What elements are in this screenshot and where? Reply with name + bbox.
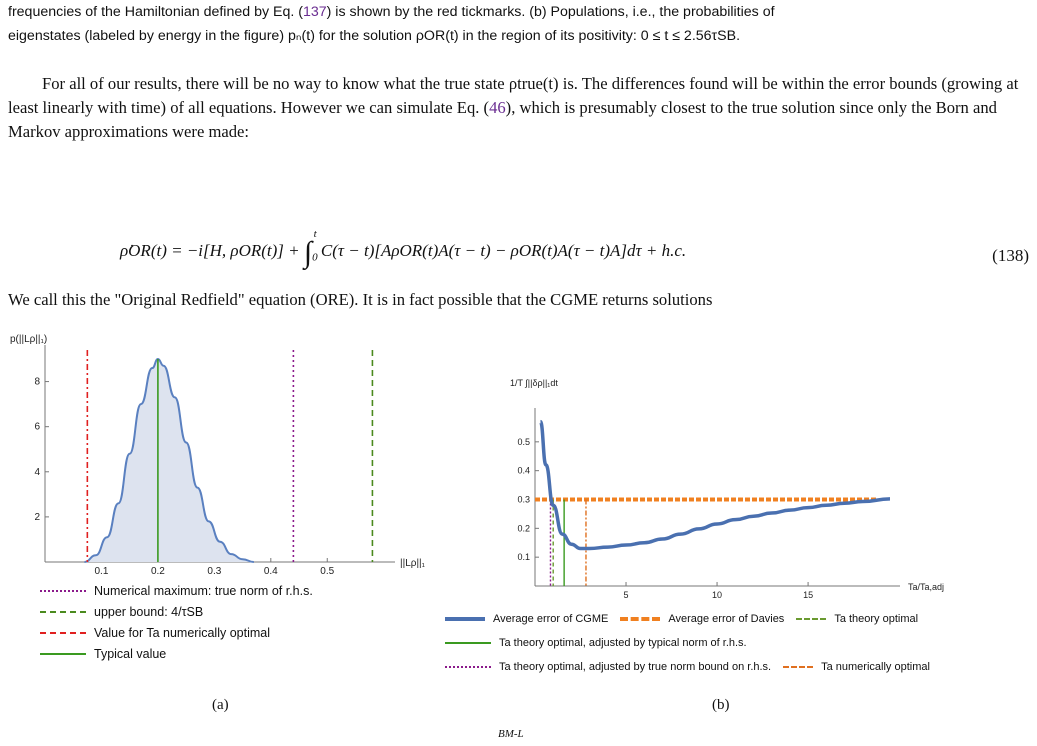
legend-swatch (40, 632, 86, 634)
legend-swatch (620, 617, 660, 621)
legend-a-item (40, 622, 313, 643)
equation-lhs: ρ̇OR(t) = −i[H, ρOR(t)] + (120, 241, 304, 260)
paragraph-2: We call this the "Original Redfield" equation (ORE). It is in fact possible that the CGME returns solutions (8, 290, 713, 309)
y-tick-label: 0.4 (517, 465, 530, 476)
integral-sign: ∫ (303, 236, 313, 269)
integral-upper: t (313, 228, 317, 241)
legend-a (40, 580, 313, 664)
legend-label: Numerical maximum: true norm of r.h.s. (94, 583, 313, 598)
legend-swatch (783, 666, 813, 668)
legend-a-item (40, 643, 313, 664)
eq-ref-link[interactable]: 137 (302, 4, 327, 20)
figure-a-label: (a) (212, 697, 229, 713)
x-tick-label: 0.2 (150, 566, 165, 577)
legend-swatch (40, 653, 86, 655)
chart-a (0, 330, 426, 580)
paragraph-text: ), which is presumably closest to the true solution since only the Born and Markov approximations were made: (8, 98, 997, 141)
caption-text: frequencies of the Hamiltonian defined by Eq. ( (8, 4, 303, 20)
series-line-cgme (540, 422, 890, 549)
legend-b-row (445, 607, 930, 631)
equation-number: (138) (992, 246, 1029, 265)
legend-a-item (40, 580, 313, 601)
y-tick-label: 0.3 (517, 494, 530, 505)
legend-label: Ta theory optimal, adjusted by typical norm of r.h.s. (499, 637, 747, 649)
legend-b-row (445, 631, 930, 655)
caption-line-1 (8, 0, 1030, 24)
equation-138 (0, 226, 1037, 286)
x-tick-label: 0.1 (94, 566, 109, 577)
y-tick-label: 2 (34, 511, 40, 523)
legend-label: Average error of Davies (668, 613, 785, 625)
figure-caption (8, 0, 1030, 48)
y-tick-label: 8 (34, 376, 40, 388)
legend-swatch (445, 617, 485, 621)
x-axis-label: Ta/Ta,adj (908, 582, 945, 592)
legend-swatch (40, 590, 86, 592)
legend-b-row (445, 655, 930, 679)
x-tick-label: 0.4 (263, 566, 278, 577)
legend-b (445, 607, 930, 679)
equation-body (120, 228, 687, 270)
paragraph-text: For all of our results, there will be no way to know what the true state ρtrue(t) is. The differences found will be within the error bounds (growing at least linearly with time) of all equations. However we can simulate Eq. ( (8, 74, 1019, 117)
x-tick-label: 10 (712, 590, 723, 600)
equation-rhs: C(τ − t)[AρOR(t)A(τ − t) − ρOR(t)A(τ − t)A]dτ + h.c. (320, 241, 687, 260)
y-tick-label: 0.5 (517, 436, 530, 447)
legend-swatch (40, 611, 86, 613)
chart-b (470, 358, 1030, 608)
legend-a-item (40, 601, 313, 622)
y-tick-label: 0.2 (517, 523, 530, 534)
legend-label: Ta theory optimal, adjusted by true norm bound on r.h.s. (499, 661, 772, 673)
legend-swatch (796, 618, 826, 620)
x-axis-label: ||Lρ||₁ (400, 558, 426, 569)
figure-b-label: (b) (712, 697, 730, 713)
legend-label: Average error of CGME (493, 613, 609, 625)
eq-ref-link[interactable]: 46 (489, 98, 506, 117)
footer-fragment: BM-L (498, 728, 524, 740)
y-axis-label: 1/T ∫||δρ||₁dt (510, 378, 558, 388)
x-tick-label: 0.3 (207, 566, 222, 577)
legend-label: Ta numerically optimal (821, 661, 930, 673)
y-tick-label: 4 (34, 466, 40, 478)
paragraph-1 (8, 72, 1030, 144)
legend-label: upper bound: 4/τSB (94, 604, 204, 619)
y-axis-label: p(||Lρ||₁) (10, 334, 48, 345)
legend-label: Ta theory optimal (834, 613, 919, 625)
caption-text: ) is shown by the red tickmarks. (b) Populations, i.e., the probabilities of (326, 4, 775, 20)
integral-lower: 0 (312, 251, 318, 264)
x-tick-label: 0.5 (320, 566, 335, 577)
legend-label: Value for Ta numerically optimal (94, 625, 271, 640)
legend-swatch (445, 666, 491, 668)
legend-swatch (445, 642, 491, 644)
legend-label: Typical value (94, 646, 167, 661)
y-tick-label: 0.1 (517, 552, 530, 563)
x-tick-label: 5 (623, 590, 629, 600)
x-tick-label: 15 (803, 590, 814, 600)
caption-line-2: eigenstates (labeled by energy in the figure) pₙ(t) for the solution ρOR(t) in the region of its positivity: 0 ≤ t ≤ 2.56τSB. (8, 28, 741, 44)
y-tick-label: 6 (34, 421, 40, 433)
